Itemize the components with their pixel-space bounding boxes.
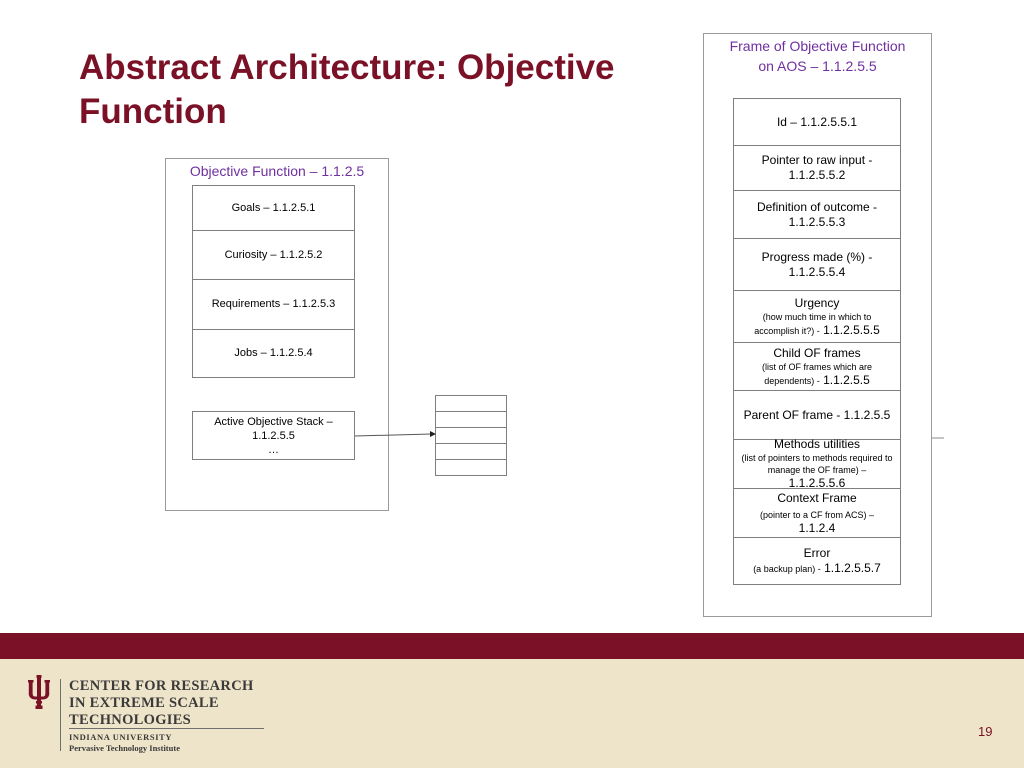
active-stack-line2: 1.1.2.5.5	[252, 429, 295, 442]
of-item-jobs: Jobs – 1.1.2.5.4	[192, 329, 355, 378]
frame-item-main: Pointer to raw input -	[761, 153, 873, 167]
frame-item-tail: 1.1.2.5.5.3	[788, 214, 846, 229]
frame-item-main: Definition of outcome -	[756, 199, 878, 214]
frame-item-urgency	[733, 290, 901, 343]
frame-item-main: Methods utilities	[773, 437, 861, 451]
frame-item-tail: 1.1.2.5.5.6	[788, 476, 846, 490]
footer-org-name	[69, 678, 254, 729]
frame-item-parent-of-frame	[733, 390, 901, 440]
frame-item-main: Id – 1.1.2.5.5.1	[776, 114, 858, 129]
frame-item-note: (list of pointers to methods required to	[741, 453, 893, 463]
footer-band	[0, 633, 1024, 659]
frame-item-note-line	[753, 561, 881, 576]
footer-org-line1: CENTER FOR RESEARCH	[69, 678, 254, 694]
of-item-curiosity: Curiosity – 1.1.2.5.2	[192, 230, 355, 280]
frame-title-line2: on AOS – 1.1.2.5.5	[758, 58, 877, 74]
frame-item-main: Urgency	[794, 295, 840, 310]
iu-trident-logo	[26, 675, 52, 709]
frame-item-code: 1.1.2.5.5.7	[824, 561, 881, 575]
frame-items	[733, 98, 901, 585]
page-number: 19	[978, 724, 993, 739]
frame-item-methods-utilities	[733, 439, 901, 489]
frame-item-code: 1.1.2.5.5.5	[823, 322, 880, 337]
frame-item-error	[733, 537, 901, 585]
frame-item-note: (how much time in which to	[762, 311, 872, 322]
frame-item-context-frame	[733, 488, 901, 538]
frame-item-note2: accomplish it?) -	[754, 325, 820, 336]
slide-title: Abstract Architecture: Objective Function	[79, 48, 615, 131]
footer-university: INDIANA UNIVERSITY	[69, 732, 173, 742]
footer-org-line2: IN EXTREME SCALE	[69, 695, 219, 711]
footer-org-line3: TECHNOLOGIES	[69, 712, 192, 728]
frame-item-main: Error	[803, 546, 831, 560]
frame-item-tail: 1.1.2.5.5.2	[788, 168, 846, 182]
frame-item-note-line	[764, 373, 870, 388]
active-stack-line1: Active Objective Stack –	[214, 415, 333, 428]
footer-institute: Pervasive Technology Institute	[69, 743, 180, 753]
frame-item-id	[733, 98, 901, 146]
frame-item-child-of-frames	[733, 342, 901, 391]
frame-item-note2: (a backup plan) -	[753, 564, 821, 574]
frame-item-note2: manage the OF frame) –	[767, 465, 867, 475]
frame-item-progress	[733, 238, 901, 291]
frame-item-main: Parent OF frame - 1.1.2.5.5	[743, 407, 891, 422]
footer-divider-horizontal	[69, 728, 264, 729]
frame-title	[704, 36, 931, 76]
frame-item-definition-outcome	[733, 190, 901, 239]
active-stack-line3: …	[268, 443, 279, 456]
frame-item-main: Child OF frames	[773, 345, 861, 360]
frame-item-note: (pointer to a CF from ACS) –	[759, 509, 875, 520]
frame-item-pointer-raw-input	[733, 145, 901, 191]
frame-item-tail: 1.1.2.4	[798, 520, 836, 535]
frame-item-main: Context Frame	[777, 490, 857, 505]
footer-divider-vertical	[60, 679, 61, 751]
of-item-goals: Goals – 1.1.2.5.1	[192, 185, 355, 231]
frame-item-note2: dependents) -	[764, 375, 820, 386]
frame-item-note-line	[754, 323, 880, 338]
objective-function-title: Objective Function – 1.1.2.5	[189, 163, 365, 179]
frame-item-main: Progress made (%) -	[761, 249, 873, 264]
stack-arrow-line	[355, 434, 431, 436]
stack-arrow-head	[430, 431, 436, 437]
of-item-requirements: Requirements – 1.1.2.5.3	[192, 279, 355, 330]
frame-title-line1: Frame of Objective Function	[729, 38, 906, 54]
frame-item-code: 1.1.2.5.5	[823, 372, 870, 387]
frame-item-tail: 1.1.2.5.5.4	[788, 264, 846, 279]
frame-item-note: (list of OF frames which are	[761, 361, 873, 372]
